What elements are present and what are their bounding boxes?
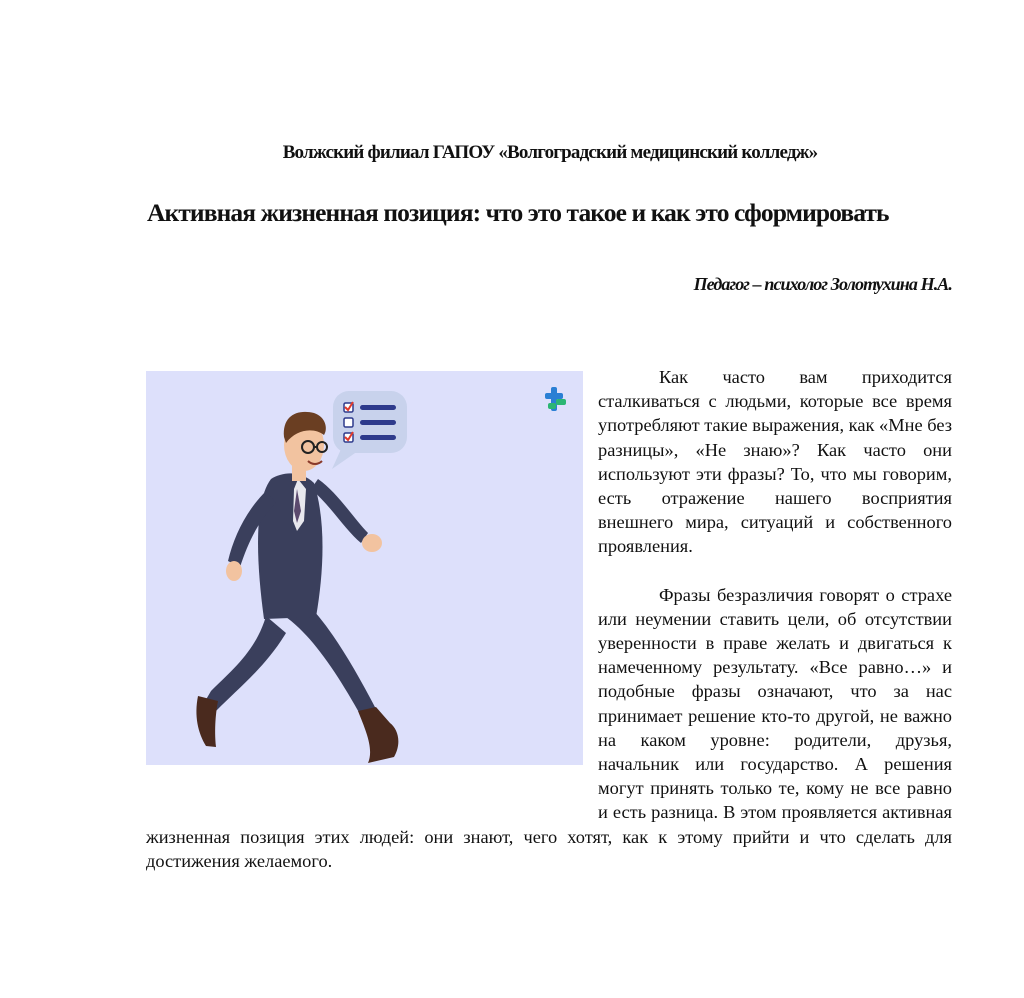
image-wrap-spacer <box>146 365 598 821</box>
paragraph-1: Как часто вам приходится сталкиваться с людьми, которые все время употребляют такие выражения, как «Мне без разницы», «Не знаю»? Как часто они используют эти фразы? То, что мы говорим, есть отражение нашего восприятия внешнего мира, ситуаций и собственного проявления. <box>598 367 952 557</box>
article-title: Активная жизненная позиция: что это такое и как это сформировать <box>147 198 889 227</box>
author-line: Педагог – психолог Золотухина Н.А. <box>693 274 952 294</box>
article-body <box>146 365 952 873</box>
paragraph-2: Фразы безразличия говорят о страхе или неумении ставить цели, об отсутствии уверенности в праве желать и двигаться к намеченному результату. «Все равно…» и подобные фразы означают, что за нас принимает решение кто-то другой, не важно на каком уровне: родители, друзья, начальник или государство. А решения могут принять только те, кому не все равно и есть разница. В этом проявляется активная жизненная позиция этих людей: они знают, чего хотят, как к этому прийти и что сделать для достижения желаемого. <box>146 584 952 871</box>
organization-heading: Волжский филиал ГАПОУ «Волгоградский медицинский колледж» <box>282 142 818 163</box>
